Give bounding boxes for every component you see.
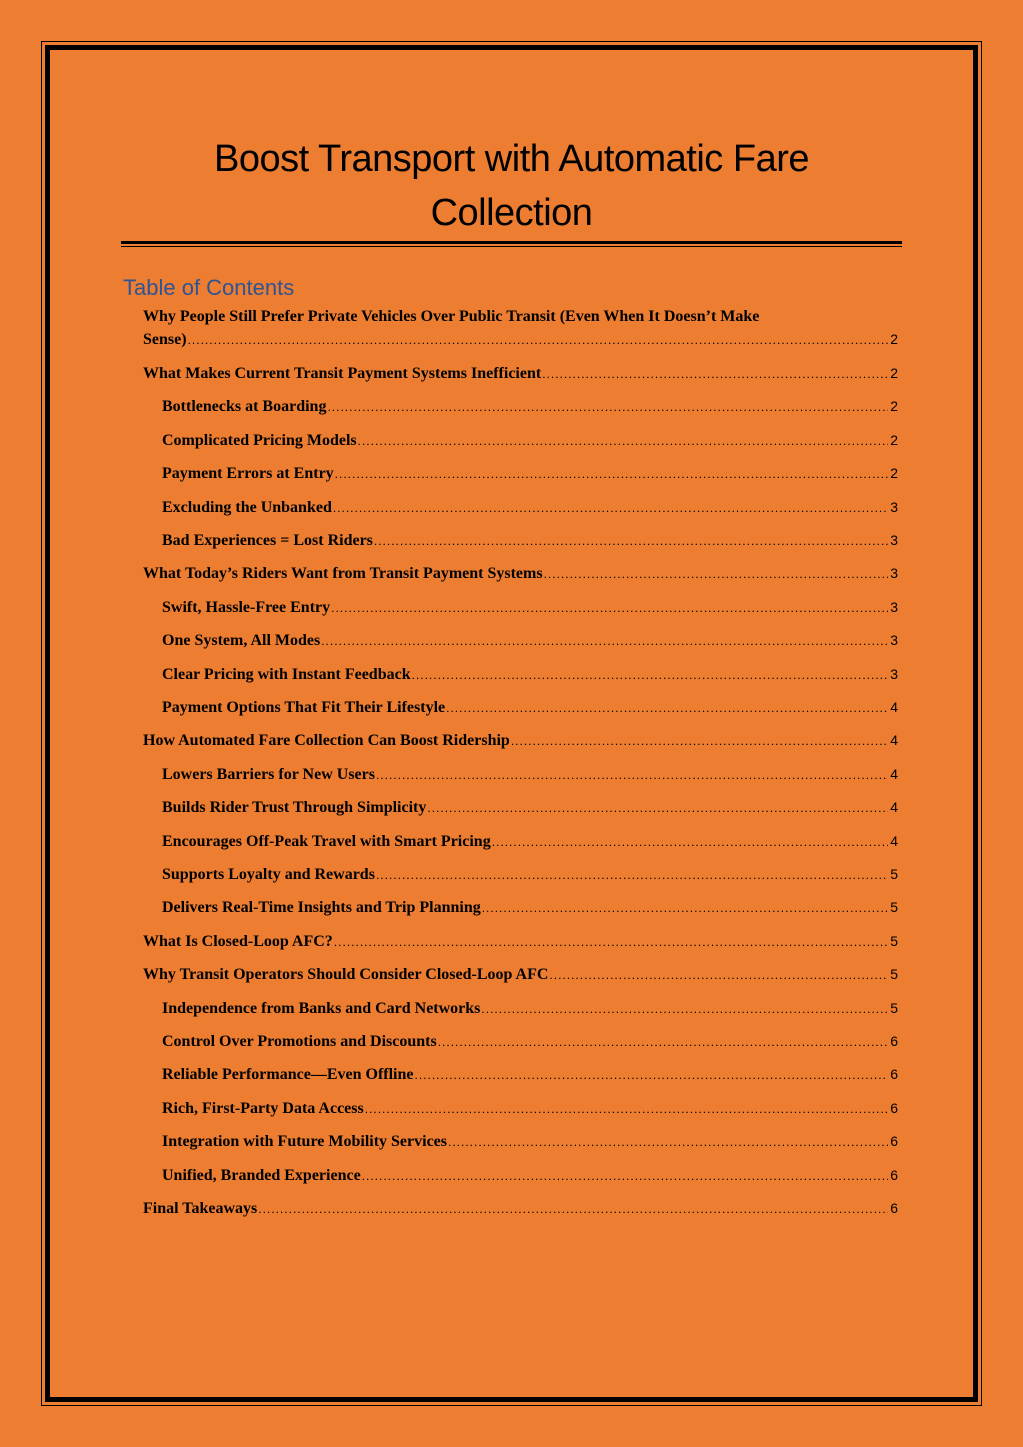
toc-dot-leader — [438, 1031, 889, 1053]
toc-entry[interactable] — [162, 462, 898, 484]
toc-page-number: 6 — [890, 1066, 898, 1083]
toc-entry-title: What Is Closed-Loop AFC? — [143, 932, 333, 950]
toc-entry[interactable] — [162, 1063, 898, 1085]
toc-page-number: 5 — [890, 899, 898, 916]
toc-dot-leader — [511, 730, 888, 752]
toc-dot-leader — [258, 1198, 888, 1220]
toc-entry-line — [162, 395, 898, 418]
toc-dot-leader — [376, 764, 888, 786]
toc-entry-title: Reliable Performance—Even Offline — [162, 1066, 414, 1084]
toc-entry-title: Rich, First-Party Data Access — [162, 1099, 364, 1117]
toc-dot-leader — [335, 463, 889, 485]
toc-page-number: 6 — [890, 1166, 898, 1183]
toc-entry-title: Complicated Pricing Models — [162, 431, 357, 449]
toc-entry-line — [162, 763, 898, 786]
toc-entry-title: What Makes Current Transit Payment Systems Inefficient — [143, 365, 542, 382]
toc-entry-title: Payment Options That Fit Their Lifestyle — [162, 699, 446, 716]
toc-heading: Table of Contents — [123, 275, 295, 300]
toc-entry[interactable] — [143, 562, 898, 584]
toc-entry-title: Why Transit Operators Should Consider Closed-Loop AFC — [143, 966, 549, 984]
toc-page-number: 6 — [890, 1033, 898, 1049]
toc-dot-leader — [188, 329, 889, 351]
toc-entry[interactable] — [162, 796, 898, 818]
toc-dot-leader — [334, 931, 888, 953]
document-title — [120, 132, 903, 240]
toc-dot-leader — [427, 797, 888, 819]
toc-entry-line — [143, 963, 898, 986]
toc-entry-line — [162, 1030, 898, 1053]
toc-entry-line — [162, 696, 898, 719]
toc-entry-title: Clear Pricing with Instant Feedback — [162, 665, 411, 683]
toc-page-number: 2 — [890, 398, 898, 415]
toc-page-number: 3 — [890, 498, 898, 515]
toc-entry-title: Control Over Promotions and Discounts — [162, 1033, 437, 1050]
toc-page-number: 3 — [890, 532, 898, 548]
toc-entry-title: Swift, Hassle-Free Entry — [162, 598, 331, 616]
toc-entry-title: Excluding the Unbanked — [162, 498, 332, 516]
toc-entry-title: Payment Errors at Entry — [162, 465, 334, 483]
toc-entry-line — [143, 930, 898, 953]
toc-page-number: 5 — [890, 932, 898, 949]
toc-entry[interactable] — [143, 729, 898, 751]
toc-page-number: 3 — [890, 598, 898, 615]
toc-dot-leader — [362, 1165, 889, 1187]
toc-dot-leader — [376, 864, 888, 886]
toc-page-number: 3 — [890, 565, 898, 582]
toc-dot-leader — [412, 664, 889, 686]
toc-entry-title: Independence from Banks and Card Networks — [162, 999, 481, 1017]
toc-entry-title: Integration with Future Mobility Services — [162, 1133, 448, 1151]
toc-dot-leader — [321, 630, 888, 652]
toc-page-number: 5 — [890, 866, 898, 882]
toc-page-number: 4 — [890, 799, 898, 816]
toc-entry-line — [162, 596, 898, 619]
toc-entry-title: What Today’s Riders Want from Transit Payment Systems — [143, 565, 543, 583]
toc-dot-leader — [331, 597, 888, 619]
toc-entry[interactable] — [162, 863, 898, 885]
toc-page-number: 3 — [890, 632, 898, 649]
toc-entry-title: Delivers Real-Time Insights and Trip Planning — [162, 899, 481, 917]
toc-dot-leader — [327, 396, 888, 418]
toc-entry-title: Sense) — [143, 331, 187, 348]
toc-entry-line — [162, 663, 898, 686]
toc-page-number: 2 — [890, 331, 898, 347]
toc-entry-line — [162, 1097, 898, 1120]
toc-page-number: 4 — [890, 732, 898, 749]
toc-entry-title: Bottlenecks at Boarding — [162, 398, 327, 416]
toc-entry-line — [162, 496, 898, 519]
toc-entry[interactable] — [162, 496, 898, 518]
toc-entry-line — [162, 896, 898, 919]
toc-entry-line — [162, 429, 898, 452]
toc-entry-title: Builds Rider Trust Through Simplicity — [162, 799, 427, 817]
toc-entry-line — [143, 729, 898, 752]
toc-entry-line — [162, 863, 898, 886]
toc-dot-leader — [358, 430, 889, 452]
toc-entry-line — [162, 796, 898, 819]
toc-page-number: 2 — [890, 431, 898, 448]
toc-dot-leader — [448, 1131, 888, 1153]
toc-entry[interactable] — [143, 306, 898, 350]
toc-dot-leader — [374, 530, 888, 552]
toc-entry-line — [162, 1063, 898, 1086]
toc-entry-title: How Automated Fare Collection Can Boost Ridership — [143, 732, 510, 750]
toc-page-number: 6 — [890, 1200, 898, 1216]
toc-page-number: 6 — [890, 1133, 898, 1150]
toc-entry[interactable] — [162, 896, 898, 918]
toc-entry-line — [162, 529, 898, 552]
toc-entry[interactable] — [162, 696, 898, 718]
toc-dot-leader — [492, 831, 889, 853]
toc-entry-title: Final Takeaways — [143, 1200, 258, 1217]
toc-dot-leader — [333, 497, 888, 519]
toc-entry-line — [162, 629, 898, 652]
toc-entry[interactable] — [162, 629, 898, 651]
toc-entry[interactable] — [162, 830, 898, 852]
toc-entry-title: Encourages Off-Peak Travel with Smart Pricing — [162, 832, 491, 850]
toc-entry[interactable] — [162, 997, 898, 1019]
toc-entry-line — [143, 562, 898, 585]
toc-page-number: 5 — [890, 966, 898, 983]
toc-entry-line — [143, 362, 898, 385]
toc-entry[interactable] — [162, 529, 898, 551]
toc-entry[interactable] — [143, 362, 898, 384]
toc-entry[interactable] — [162, 596, 898, 618]
toc-entry[interactable] — [162, 429, 898, 451]
toc-entry-title: Lowers Barriers for New Users — [162, 765, 375, 783]
toc-entry-line — [162, 997, 898, 1020]
toc-entry-line — [162, 462, 898, 485]
toc-page-number: 3 — [890, 665, 898, 682]
toc-entry-line — [162, 1130, 898, 1153]
toc-page-number: 5 — [890, 999, 898, 1016]
toc-entry[interactable] — [162, 1130, 898, 1152]
toc-dot-leader — [446, 697, 888, 719]
toc-dot-leader — [549, 964, 888, 986]
toc-dot-leader — [482, 897, 888, 919]
toc-dot-leader — [544, 563, 889, 585]
toc-entry-line — [162, 1164, 898, 1187]
toc-page-number: 4 — [890, 699, 898, 715]
toc-dot-leader — [542, 363, 888, 385]
toc-dot-leader — [481, 998, 888, 1020]
toc-entry-line — [143, 328, 898, 351]
toc-entry-line — [162, 830, 898, 853]
title-line-2: Collection — [430, 192, 593, 234]
toc-entry[interactable] — [162, 763, 898, 785]
toc-entry[interactable] — [162, 1030, 898, 1052]
toc-entry[interactable] — [162, 663, 898, 685]
title-line-1: Boost Transport with Automatic Fare — [214, 138, 809, 180]
toc-entry-title: Bad Experiences = Lost Riders — [162, 532, 373, 549]
toc-entry-title: Unified, Branded Experience — [162, 1166, 361, 1184]
toc-entry-title-line1: Why People Still Prefer Private Vehicles Over Public Transit (Even When It Doesn’t Make — [143, 308, 760, 325]
title-divider — [121, 241, 902, 247]
toc-entry[interactable] — [162, 1164, 898, 1186]
toc-entry-title: One System, All Modes — [162, 632, 321, 650]
toc-entry[interactable] — [143, 930, 898, 952]
toc-entry[interactable] — [162, 1097, 898, 1119]
toc-page-number: 4 — [890, 765, 898, 782]
toc-entry-line — [143, 1197, 898, 1220]
toc-entry-title: Supports Loyalty and Rewards — [162, 866, 375, 883]
toc-dot-leader — [415, 1064, 889, 1086]
toc-page-number: 4 — [890, 832, 898, 849]
toc-page-number: 2 — [890, 465, 898, 482]
toc-page-number: 2 — [890, 365, 898, 381]
toc-entry[interactable] — [162, 395, 898, 417]
toc-dot-leader — [365, 1098, 888, 1120]
toc-page-number: 6 — [890, 1099, 898, 1116]
toc-entry[interactable] — [143, 1197, 898, 1219]
toc-entry[interactable] — [143, 963, 898, 985]
